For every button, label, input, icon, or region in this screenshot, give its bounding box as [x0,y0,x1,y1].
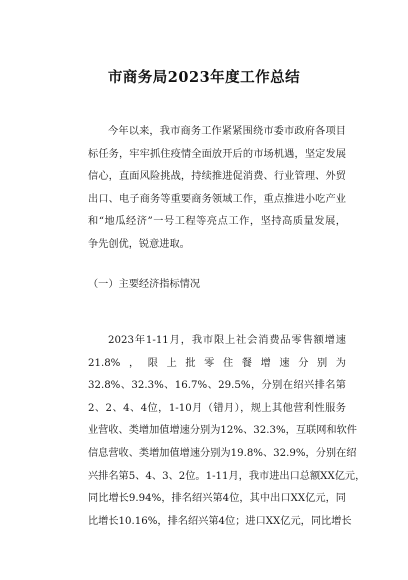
intro-paragraph [88,121,346,257]
paragraph-line: 21.8%，限上批零住餐增速分别为 [88,357,346,369]
paragraph-line: 信心，直面风险挑战，持续推进促消费、行业管理、外贸 [88,171,346,183]
section-heading: （一）主要经济指标情况 [88,279,201,290]
paragraph-line: 同比增长9.94%，排名绍兴第4位，其中出口XX亿元，同 [88,493,346,505]
paragraph-line: 和“地瓜经济”一号工程等亮点工作，坚持高质量发展， [88,216,346,228]
paragraph-line: 2023年1-11月，我市限上社会消费品零售额增速 [108,335,346,346]
paragraph-line: 业营收、类增加值增速分别为12%、32.3%，互联网和软件 [88,425,357,437]
paragraph-line: 比增长10.16%，排名绍兴第4位；进口XX亿元，同比增长 [88,515,352,527]
paragraph-line: 信息营收、类增加值增速分别为19.8%、32.9%，分别在绍 [88,447,357,459]
paragraph-line: 今年以来，我市商务工作紧紧围绕市委市政府各项目 [108,126,346,137]
paragraph-line: 争先创优，锐意进取。 [88,238,190,250]
paragraph-line: 兴排名第5、4、3、2位。1-11月，我市进出口总额XX亿元， [88,470,366,482]
paragraph-line: 2、2、4、4位，1-10月（错月），规上其他营利性服务 [88,402,346,414]
document-title: 市商务局2023年度工作总结 [107,69,301,86]
paragraph-line: 32.8%、32.3%、16.7%、29.5%，分别在绍兴排名第 [88,380,346,392]
indicators-paragraph [88,330,366,533]
paragraph-line: 出口、电子商务等重要商务领域工作，重点推进小吃产业 [88,193,346,205]
paragraph-line: 标任务，牢牢抓住疫情全面放开后的市场机遇，坚定发展 [88,148,346,160]
